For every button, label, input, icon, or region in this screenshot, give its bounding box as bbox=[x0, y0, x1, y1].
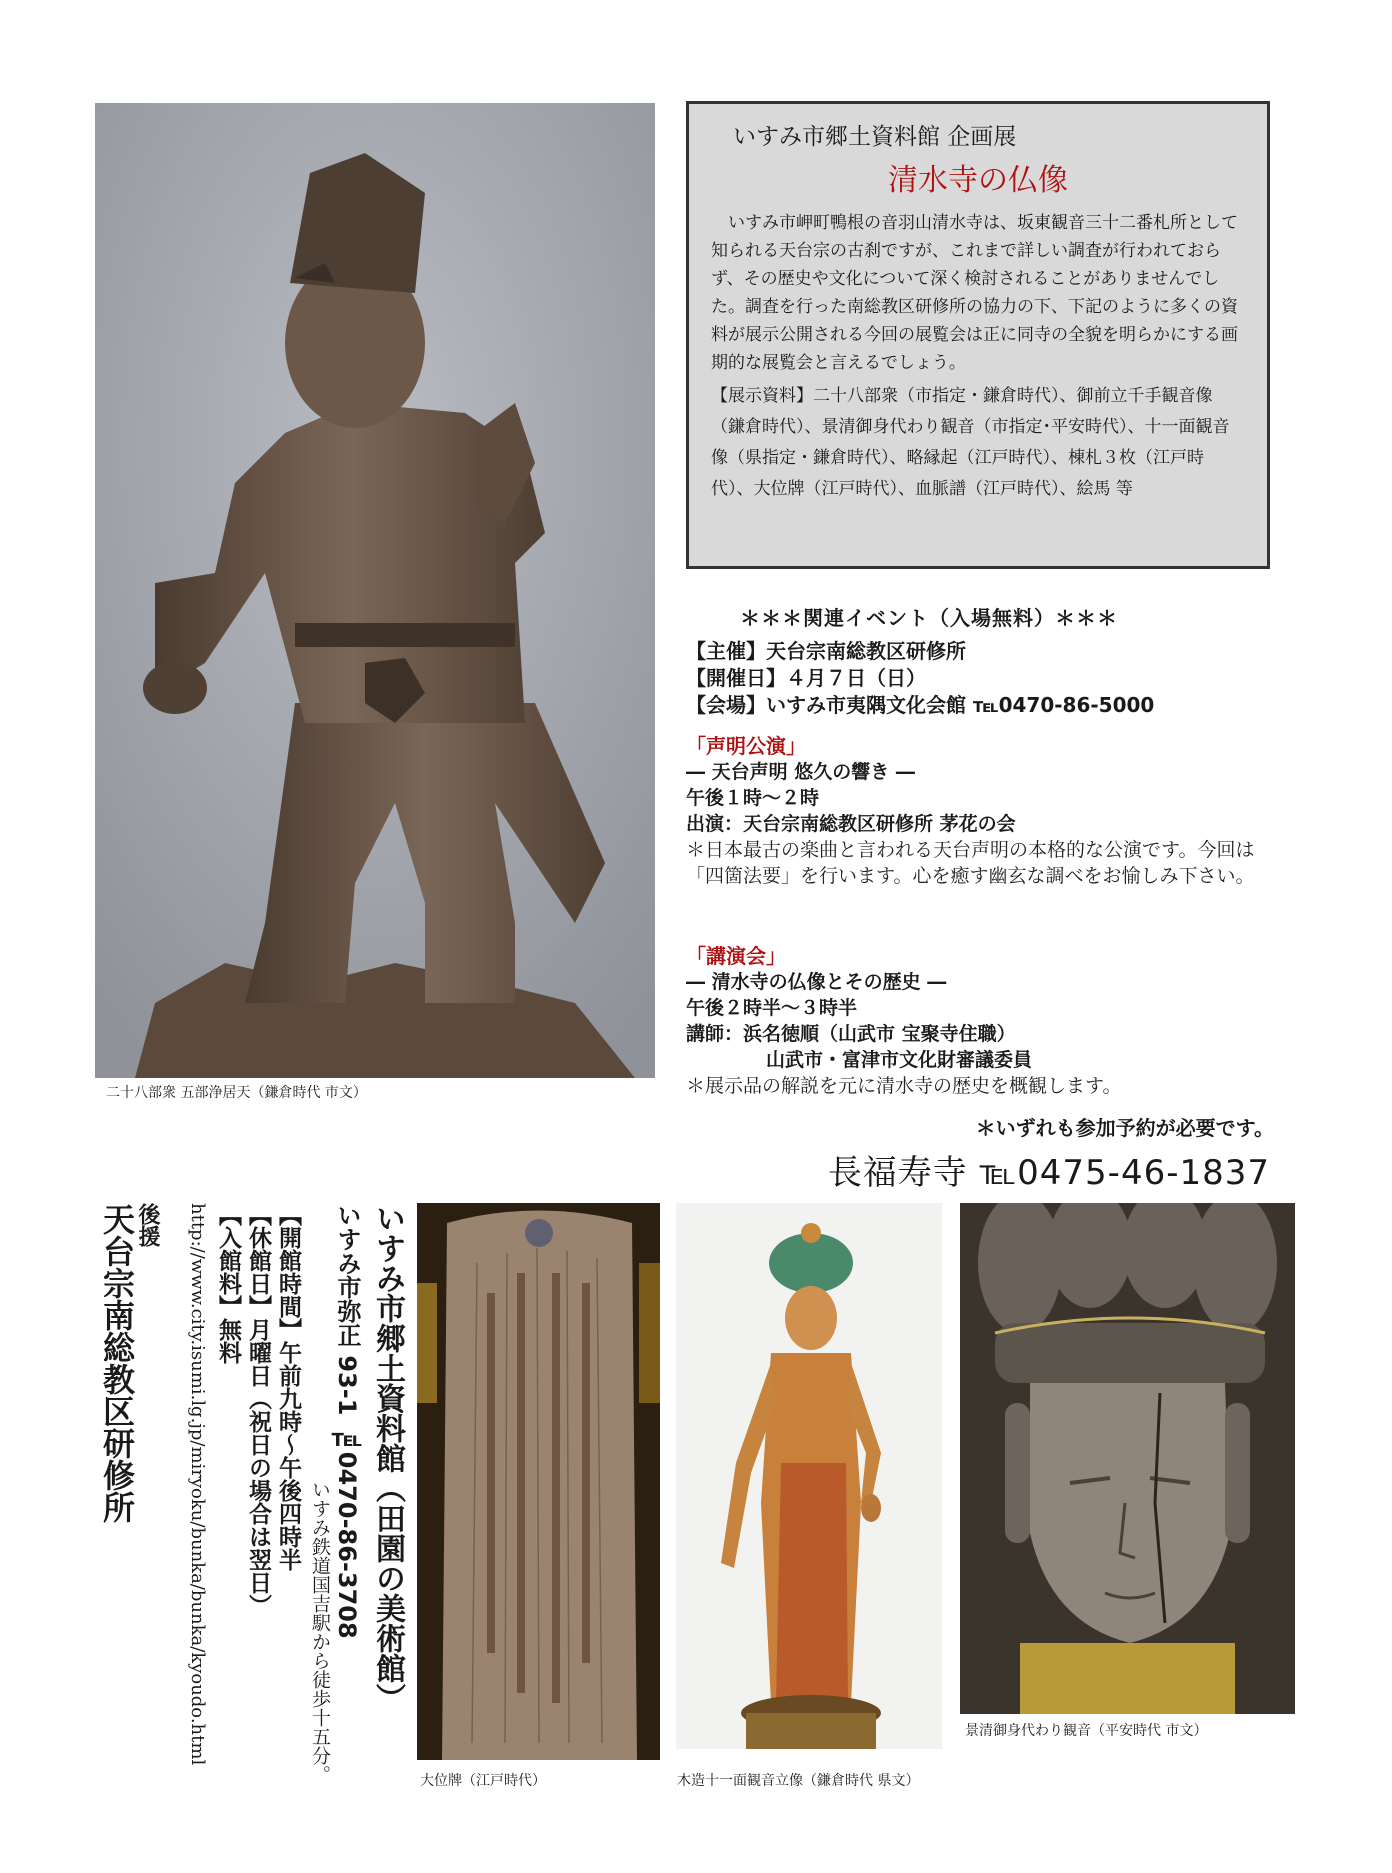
contact-phone: 長福寿寺 ℡0475-46-1837 bbox=[827, 1153, 1270, 1193]
shomyo-title: 「声明公演」 bbox=[686, 734, 806, 758]
lecture-speaker: 講師：浜名徳順（山武市 宝聚寺住職） bbox=[686, 1023, 1016, 1045]
kagekiyo-head-caption: 景清御身代わり観音（平安時代 市文） bbox=[965, 1723, 1208, 1739]
exhibition-description: いすみ市岬町鴨根の音羽山清水寺は、坂東観音三十二番札所として知られる天台宗の古刹ですが、これまで詳しい調査が行われておらず、その歴史や文化について深く検討されることがありませんでした。調査を行った南総教区研修所の協力の下、下記のように多くの資料が展示公開される今回の展覧会は正に同寺の全貌を明らかにする画期的な展覧会と言えるでしょう。 bbox=[711, 213, 1238, 373]
lecture-note: ＊展示品の解説を元に清水寺の歴史を概観します。 bbox=[686, 1075, 1122, 1097]
museum-address: いすみ市弥正 93-1 ℡0470-86-3708 bbox=[333, 1203, 361, 1639]
guardian-statue-photo bbox=[95, 103, 655, 1078]
lecture-section bbox=[686, 940, 1276, 1099]
lecture-speaker-title: 山武市・富津市文化財審議委員 bbox=[766, 1049, 1033, 1071]
support-name: 天台宗南総教区研修所 bbox=[98, 1203, 136, 1523]
exhibition-organizer: いすみ市郷土資料館 企画展 bbox=[733, 124, 1017, 150]
museum-fee: 【入館料】無料 bbox=[215, 1203, 241, 1364]
shomyo-note: ＊日本最古の楽曲と言われる天台声明の本格的な公演です。今回は「四箇法要」を行います。心を癒す幽玄な調べをお愉しみ下さい。 bbox=[686, 839, 1255, 887]
ihai-tablet-caption: 大位牌（江戸時代） bbox=[420, 1773, 546, 1789]
event-organizer: 【主催】天台宗南総教区研修所 bbox=[686, 639, 966, 663]
museum-url[interactable]: http://www.city.isumi.lg.jp/miryoku/bunka/bunka/kyoudo.html bbox=[187, 1203, 208, 1766]
lecture-time: 午後２時半～３時半 bbox=[686, 997, 858, 1019]
shomyo-subtitle: ― 天台声明 悠久の響き ― bbox=[686, 761, 915, 783]
museum-access: いすみ鉄道国吉駅から徒歩十五分。 bbox=[309, 1480, 331, 1784]
exhibit-list: 【展示資料】二十八部衆（市指定・鎌倉時代）、御前立千手観音像（鎌倉時代）、景清御身代わり観音（市指定･平安時代）、十一面観音像（県指定・鎌倉時代）、略縁起（江戸時代）、棟札３枚（江戸時代）、大位牌（江戸時代）、血脈譜（江戸時代）、絵馬 等 bbox=[711, 386, 1230, 499]
exhibition-info-box bbox=[686, 101, 1270, 569]
museum-closed: 【休館日】月曜日（祝日の場合は翌日） bbox=[245, 1203, 271, 1617]
museum-hours: 【開館時間】午前九時～午後四時半 bbox=[275, 1203, 301, 1571]
guardian-statue-caption: 二十八部衆 五部浄居天（鎌倉時代 市文） bbox=[106, 1085, 367, 1101]
shomyo-performer: 出演：天台宗南総教区研修所 茅花の会 bbox=[686, 813, 1016, 835]
lecture-title: 「講演会」 bbox=[686, 944, 786, 968]
event-general-info bbox=[686, 638, 1154, 719]
events-heading: ＊＊＊関連イベント（入場無料）＊＊＊ bbox=[740, 606, 1118, 630]
kannon-statue-photo bbox=[676, 1203, 942, 1749]
support-label: 後援 bbox=[135, 1203, 160, 1247]
kannon-statue-caption: 木造十一面観音立像（鎌倉時代 県文） bbox=[677, 1773, 920, 1789]
shomyo-time: 午後１時～２時 bbox=[686, 787, 820, 809]
shomyo-section bbox=[686, 730, 1276, 889]
museum-name: いすみ市郷土資料館（田園の美術館） bbox=[370, 1203, 405, 1713]
event-date: 【開催日】４月７日（日） bbox=[686, 666, 926, 690]
lecture-subtitle: ― 清水寺の仏像とその歴史 ― bbox=[686, 971, 947, 993]
ihai-tablet-photo bbox=[417, 1203, 660, 1760]
event-venue: 【会場】いすみ市夷隅文化会館 ℡0470-86-5000 bbox=[686, 693, 1155, 717]
kagekiyo-head-photo bbox=[960, 1203, 1295, 1714]
reservation-note: ＊いずれも参加予約が必要です。 bbox=[975, 1116, 1274, 1140]
exhibition-title: 清水寺の仏像 bbox=[888, 163, 1068, 198]
